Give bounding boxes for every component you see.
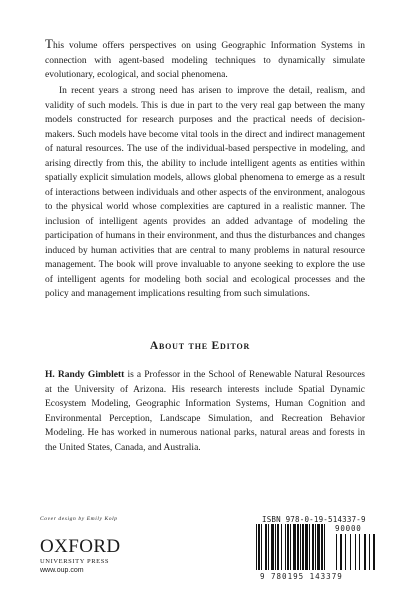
editor-name: H. Randy Gimblett bbox=[45, 370, 125, 380]
publisher-subtitle: UNIVERSITY PRESS bbox=[40, 558, 110, 565]
barcode-image bbox=[256, 524, 388, 574]
cover-design-credit: Cover design by Emily Kolp bbox=[40, 516, 118, 522]
barcode-digits: 9 780195 143379 bbox=[260, 572, 343, 581]
publisher-logo bbox=[40, 537, 150, 575]
barcode-addon-digits: 90000 bbox=[335, 524, 362, 533]
description-paragraph-1 bbox=[45, 37, 365, 83]
publisher-name: OXFORD bbox=[40, 536, 121, 557]
editor-bio bbox=[45, 368, 365, 455]
isbn-label: ISBN 978-0-19-514337-9 bbox=[262, 515, 366, 524]
description-paragraph-1-text: his volume offers perspectives on using Geographic Information Systems in connection with agent-based modeling techniques to dynamically simulate evolutionary, ecological, and social phenomena. bbox=[45, 41, 365, 80]
about-editor-heading: About the Editor bbox=[149, 340, 251, 352]
description-paragraph-2: In recent years a strong need has arisen to improve the detail, realism, and validity of such models. This is due in part to the very real gap between the many models constructed for research purposes and the practical needs of decision-makers. Such models have become vital tools in the direct and indirect management of natural resources. The use of the individual-based perspective in modeling, and arising directly from this, the ability to include intelligent agents as entities within spatially explicit simulation models, allows global phenomena to emerge as a result of interactions between individuals and other aspects of the environment, analogous to the physical world whose complexities are captured in a realistic manner. The inclusion of intelligent agents provides an added advantage of modeling the participation of humans in their environment, and thus the disturbances and changes induced by human activities that are central to many problems in natural resource management. The book will prove invaluable to anyone seeking to explore the use of intelligent agents for modeling both social and ecological processes and the policy and management implications resulting from such simulations. bbox=[45, 86, 365, 299]
editor-bio-text: is a Professor in the School of Renewable Natural Resources at the University of Arizona. His research interests include Spatial Dynamic Ecosystem Modeling, Geographic Information Systems, Human Cognition and Environmental Perception, Landscape Simulation, and Recreation Behavior Modeling. He has worked in numerous national parks, natural areas and forests in the United States, Canada, and Australia. bbox=[45, 370, 365, 453]
drop-cap: T bbox=[45, 36, 53, 51]
publisher-url: www.oup.com bbox=[40, 567, 84, 574]
